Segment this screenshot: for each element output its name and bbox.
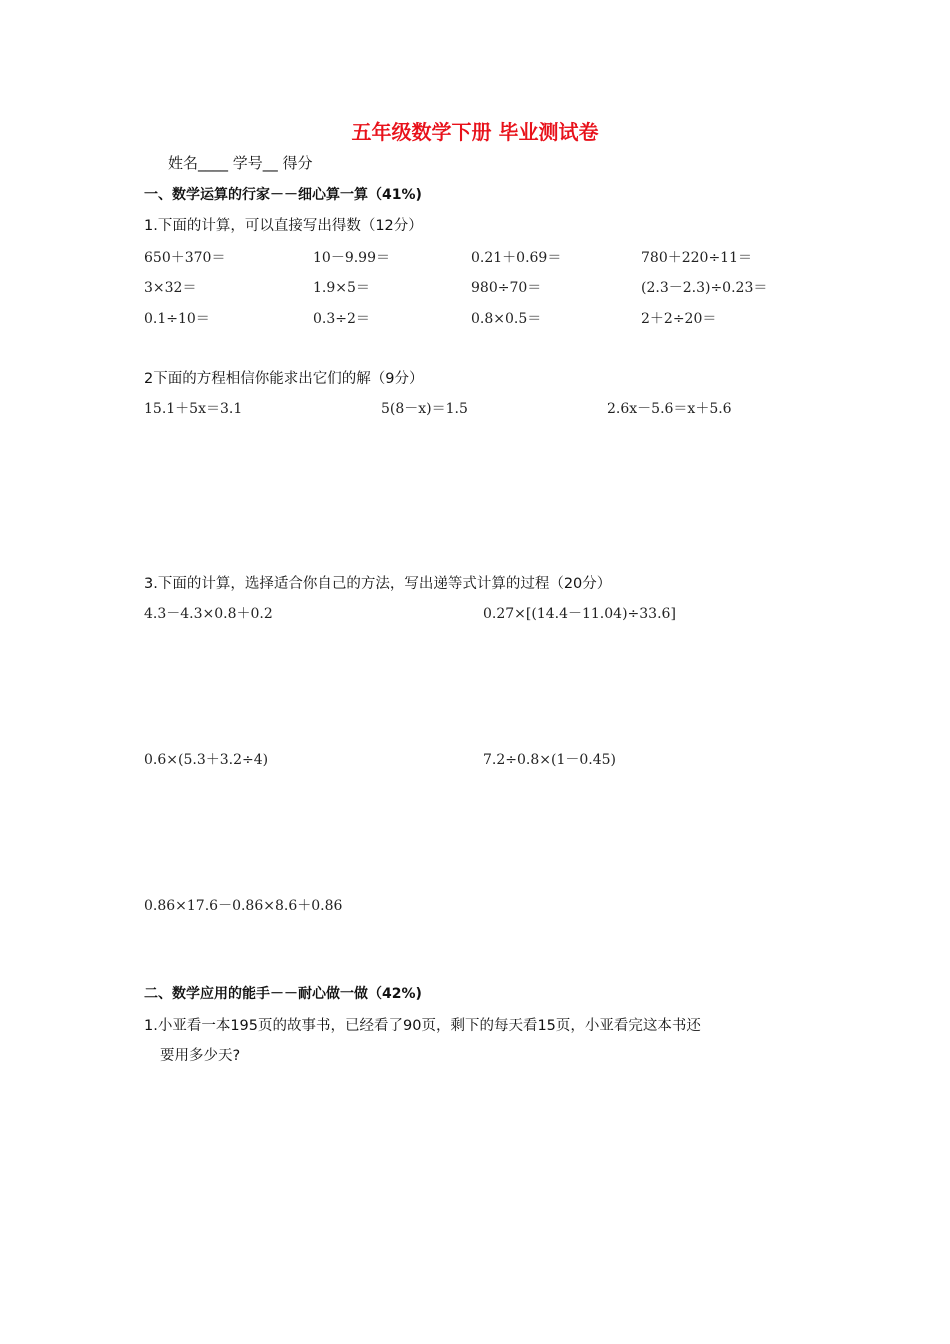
q1-prompt: 1.下面的计算，可以直接写出得数（12分）: [144, 218, 423, 234]
q2-prompt: 2下面的方程相信你能求出它们的解（9分）: [144, 371, 424, 387]
section1-heading: 一、数学运算的行家－－细心算一算（41%): [144, 187, 422, 203]
word-problem-line2: 要用多少天?: [160, 1048, 241, 1064]
q3-prompt: 3.下面的计算，选择适合你自己的方法，写出递等式计算的过程（20分）: [144, 576, 612, 592]
stepwise-calc-item: 4.3－4.3×0.8＋0.2: [144, 606, 273, 622]
student-info-line: 姓名____ 学号__ 得分: [168, 154, 313, 172]
calc-item: 0.1÷10＝: [144, 311, 210, 327]
calc-item: 980÷70＝: [471, 280, 542, 296]
calc-item: 3×32＝: [144, 280, 197, 296]
calc-item: 10－9.99＝: [313, 250, 390, 266]
stepwise-calc-item: 0.86×17.6－0.86×8.6＋0.86: [144, 898, 343, 914]
calc-item: 0.3÷2＝: [313, 311, 370, 327]
calc-item: 0.8×0.5＝: [471, 311, 542, 327]
word-problem-line1: 1.小亚看一本195页的故事书，已经看了90页，剩下的每天看15页，小亚看完这本书还: [144, 1018, 701, 1034]
stepwise-calc-item: 7.2÷0.8×(1－0.45): [483, 752, 616, 768]
equation-item: 2.6x－5.6＝x＋5.6: [607, 401, 732, 417]
calc-item: (2.3－2.3)÷0.23＝: [641, 280, 768, 296]
page-title: 五年级数学下册 毕业测试卷: [351, 120, 599, 144]
calc-item: 0.21＋0.69＝: [471, 250, 562, 266]
calc-item: 2＋2÷20＝: [641, 311, 717, 327]
equation-item: 15.1＋5x＝3.1: [144, 401, 243, 417]
calc-item: 780＋220÷11＝: [641, 250, 752, 266]
calc-item: 1.9×5＝: [313, 280, 370, 296]
equation-item: 5(8－x)＝1.5: [381, 401, 468, 417]
section2-heading: 二、数学应用的能手－－耐心做一做（42%): [144, 986, 422, 1002]
stepwise-calc-item: 0.6×(5.3＋3.2÷4): [144, 752, 269, 768]
stepwise-calc-item: 0.27×[(14.4－11.04)÷33.6]: [483, 606, 676, 622]
calc-item: 650＋370＝: [144, 250, 226, 266]
